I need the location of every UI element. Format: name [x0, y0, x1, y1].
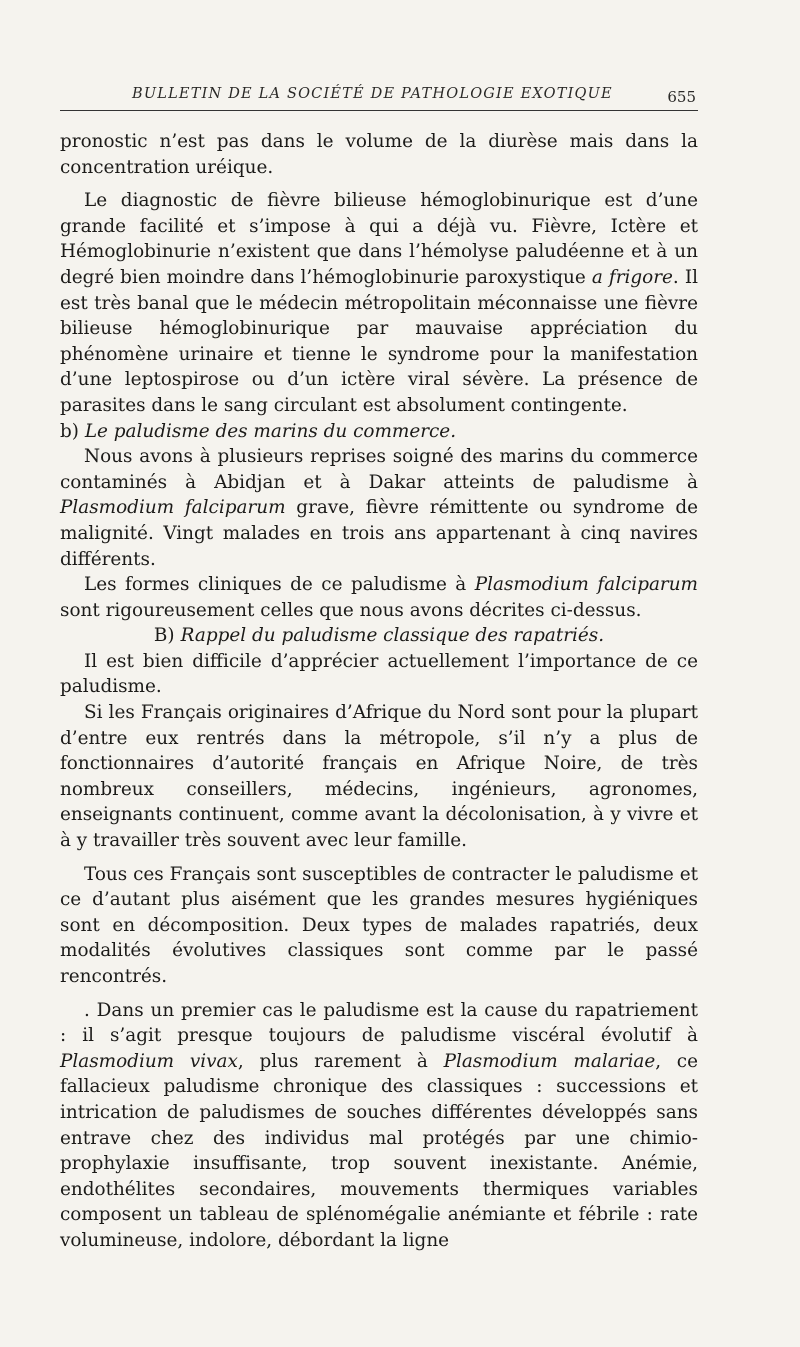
article-body	[60, 129, 698, 1254]
italic-term: a frigore	[591, 266, 673, 288]
paragraph-text: , plus rarement à	[237, 1050, 444, 1072]
paragraph-susceptibles	[60, 862, 698, 990]
italic-term: Plasmodium malariae	[443, 1050, 656, 1072]
paragraph-text: pronostic n’est pas dans le volume de la diurèse mais dans la concentration uréique.	[60, 131, 698, 178]
paragraph-importance	[60, 649, 698, 700]
paragraph-text: Si les Français originaires d’Afrique du Nord sont pour la plupart d’entre eux rentrés dans la métropole, s’il n’y a plus de fonctionnaires d’autorité français en Afrique Noire, de très nombreux conseillers, médecins, ingénieurs, agronomes, enseignants continuent, comme avant la décolonisation, à y vivre et à y travailler très souvent avec leur famille.	[60, 702, 698, 852]
italic-term: Plasmodium falciparum	[60, 497, 286, 519]
italic-term: Plasmodium falciparum	[474, 574, 699, 596]
section-label: B)	[153, 625, 175, 647]
subsection-label: b)	[60, 420, 79, 442]
paragraph-text: grave, fièvre rémittente ou syndrome de malignité. Vingt malades en trois ans appartenant à cinq navires différents.	[60, 497, 698, 570]
paragraph-text: . Il est très banal que le médecin métropolitain méconnaisse une fièvre bilieuse hémoglobinurique par mauvaise appréciation du phénomène urinaire et tienne le syndrome pour la manifestation d’une leptospirose ou d’un ictère viral sévère. La présence de parasites dans le sang circulant est absolument contingente.	[60, 266, 698, 416]
paragraph-formes-cliniques	[60, 572, 698, 623]
italic-term: Plasmodium vivax	[60, 1050, 238, 1072]
paragraph-text: , ce fallacieux paludisme chronique des classiques : successions et intrication de paludismes de souches différentes développés sans entrave chez des individus mal protégés par une chimio-prophylaxie insuffisante, trop souvent inexistante. Anémie, endothélites secondaires, mouvements thermiques variables composent un tableau de splénomégalie anémiante et fébrile : rate volumineuse, indolore, débordant la ligne	[60, 1050, 698, 1251]
subsection-title: Le paludisme des marins du commerce.	[84, 420, 457, 442]
paragraph-francais-afrique	[60, 700, 698, 854]
section-title: Rappel du paludisme classique des rapatriés.	[180, 625, 605, 647]
paragraph-text: Nous avons à plusieurs reprises soigné des marins du commerce contaminés à Abidjan et à Dakar atteints de paludisme à	[60, 446, 698, 493]
paragraph-diagnostic	[60, 188, 698, 418]
paragraph-text: Il est bien difficile d’apprécier actuellement l’importance de ce paludisme.	[60, 650, 698, 698]
paragraph-text: sont rigoureusement celles que nous avons décrites ci-dessus.	[60, 599, 642, 621]
page-number: 655	[667, 88, 696, 106]
paragraph-pronostic	[60, 129, 698, 180]
paragraph-text: . Dans un premier cas le paludisme est la cause du rapatriement : il s’agit presque toujours de paludisme viscéral évolutif à	[60, 999, 698, 1047]
paragraph-marins	[60, 444, 698, 572]
page	[60, 82, 698, 1254]
page-header	[60, 82, 698, 111]
section-heading-B	[60, 623, 698, 649]
paragraph-premier-cas	[60, 998, 698, 1254]
paragraph-text: Les formes cliniques de ce paludisme à	[84, 574, 475, 596]
running-title: BULLETIN DE LA SOCIÉTÉ DE PATHOLOGIE EXOTIQUE	[132, 86, 613, 102]
paragraph-text: Tous ces Français sont susceptibles de contracter le paludisme et ce d’autant plus aisément que les grandes mesures hygiéniques sont en décomposition. Deux types de malades rapatriés, deux modalités évolutives classiques sont comme par le passé rencontrés.	[60, 863, 698, 987]
subsection-heading-b	[60, 419, 698, 445]
paragraph-text: Le diagnostic de fièvre bilieuse hémoglobinurique est d’une grande facilité et s’impose à qui a déjà vu. Fièvre, Ictère et Hémoglobinurie n’existent que dans l’hémolyse paludéenne et à un degré bien moindre dans l’hémoglobinurie paroxystique	[60, 190, 698, 288]
